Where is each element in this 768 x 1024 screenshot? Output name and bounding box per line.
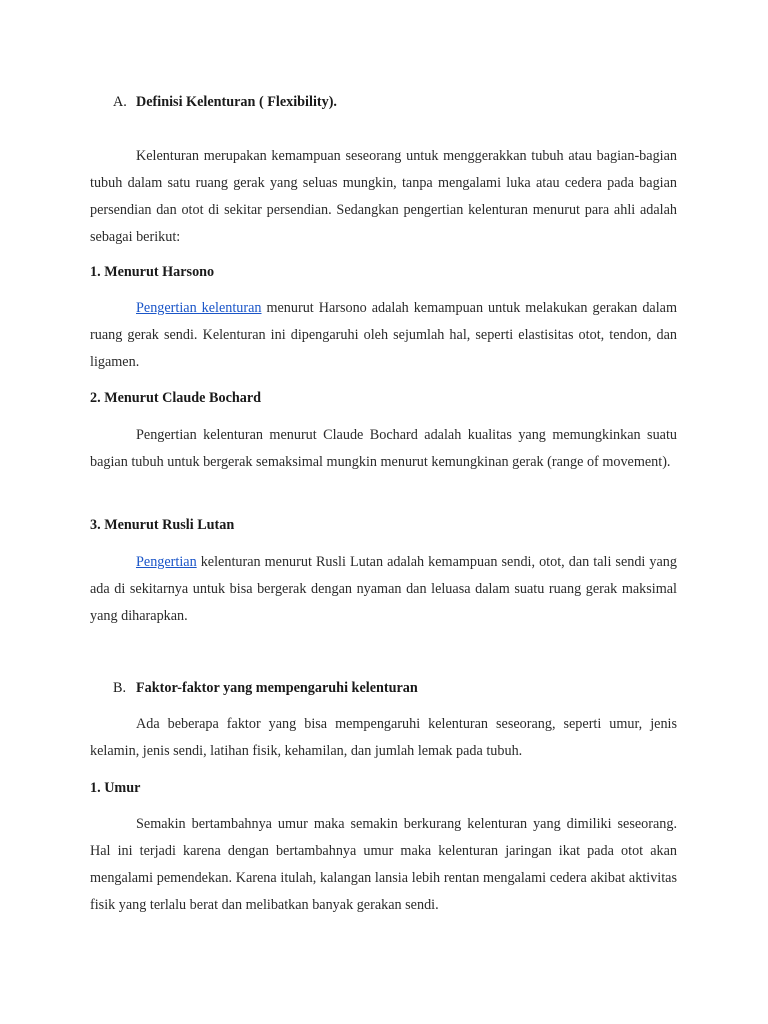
rusli-heading: 3. Menurut Rusli Lutan [90, 517, 235, 533]
section-b-intro: Ada beberapa faktor yang bisa mempengaruhi kelenturan seseorang, seperti umur, jenis kelamin, jenis sendi, latihan fisik, kehamilan, dan jumlah lemak pada tubuh. [90, 716, 677, 759]
section-a-title: Definisi Kelenturan ( Flexibility). [136, 94, 337, 110]
harsono-text: menurut Harsono adalah kemampuan untuk melakukan gerakan dalam ruang gerak sendi. Kelenturan ini dipengaruhi oleh sejumlah hal, seperti elastisitas otot, tendon, dan ligamen. [90, 300, 677, 370]
rusli-text: kelenturan menurut Rusli Lutan adalah kemampuan sendi, otot, dan tali sendi yang ada di sekitarnya untuk bisa bergerak dengan nyaman dan leluasa dalam suatu ruang gerak maksimal yang diharapkan. [90, 554, 677, 624]
rusli-paragraph [90, 549, 677, 630]
bochard-heading: 2. Menurut Claude Bochard [90, 390, 262, 406]
section-b-title: Faktor-faktor yang mempengaruhi kelenturan [136, 680, 418, 696]
umur-heading: 1. Umur [90, 780, 141, 796]
umur-paragraph: Semakin bertambahnya umur maka semakin berkurang kelenturan yang dimiliki seseorang. Hal ini terjadi karena dengan bertambahnya umur maka kelenturan jaringan ikat pada otot akan mengalami pemendekan. Karena itulah, kalangan lansia lebih rentan mengalami cedera akibat aktivitas fisik yang terlalu berat dan melibatkan banyak gerakan sendi. [90, 816, 677, 913]
section-b-heading [113, 680, 418, 697]
harsono-link[interactable]: Pengertian kelenturan [136, 300, 262, 316]
section-a-intro: Kelenturan merupakan kemampuan seseorang untuk menggerakkan tubuh atau bagian-bagian tubuh dalam satu ruang gerak yang seluas mungkin, tanpa mengalami luka atau cedera pada bagian persendian dan otot di sekitar persendian. Sedangkan pengertian kelenturan menurut para ahli adalah sebagai berikut: [90, 148, 677, 245]
section-a-letter: A. [113, 94, 127, 110]
harsono-paragraph [90, 295, 677, 376]
harsono-heading: 1. Menurut Harsono [90, 264, 215, 280]
rusli-link[interactable]: Pengertian [136, 554, 197, 570]
section-b-letter: B. [113, 680, 127, 696]
section-a-heading [113, 94, 337, 111]
bochard-paragraph: Pengertian kelenturan menurut Claude Bochard adalah kualitas yang memungkinkan suatu bagian tubuh untuk bergerak semaksimal mungkin menurut kemungkinan gerak (range of movement). [90, 427, 677, 470]
